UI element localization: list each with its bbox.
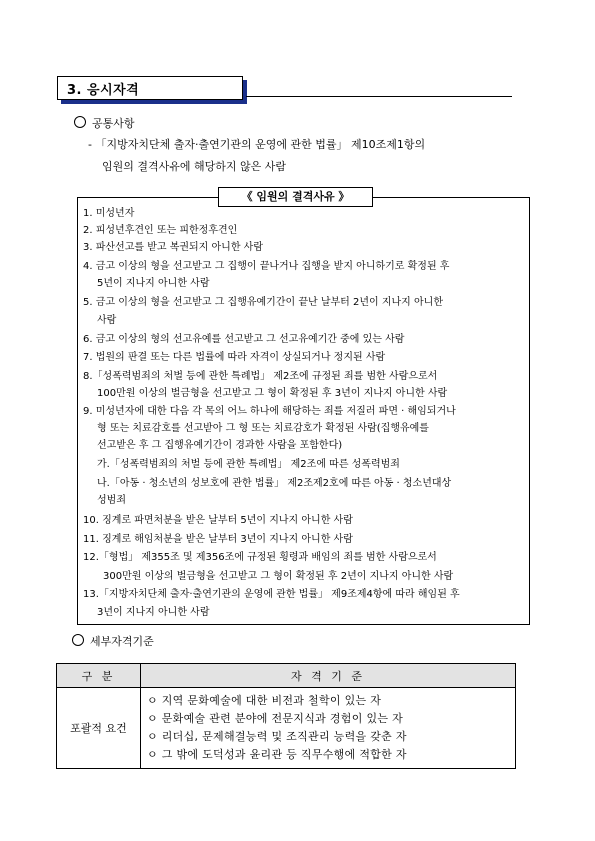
disq-line: 2. 피성년후견인 또는 피한정후견인 (83, 225, 238, 236)
disq-line: 형 또는 치료감호를 선고받아 그 형 또는 치료감호가 확정된 사람(집행유예를 (97, 423, 429, 434)
criteria-item: ㅇ 리더십, 문제해결능력 및 조직관리 능력을 갖춘 자 (147, 730, 407, 743)
disq-line: 나.「아동 · 청소년의 성보호에 관한 법률」 제2조제2호에 따른 아동 · 청소년대상 (97, 478, 452, 489)
disq-line: 5. 금고 이상의 형을 선고받고 그 집행유예기간이 끝난 날부터 2년이 지나지 아니한 (83, 297, 443, 308)
detail-heading-text: 세부자격기준 (90, 635, 154, 648)
disq-line: 100만원 이상의 벌금형을 선고받고 그 형이 확정된 후 3년이 지나지 아니한 사람 (97, 388, 448, 399)
col-category-header: 구 분 (57, 664, 141, 688)
disq-line: 8.「성폭력범죄의 처벌 등에 관한 특례법」 제2조에 규정된 죄를 범한 사람으로서 (83, 371, 438, 382)
disq-line: 1. 미성년자 (83, 208, 135, 219)
row-category: 포괄적 요건 (57, 688, 141, 769)
criteria-list (141, 688, 516, 769)
section-rule (246, 96, 512, 97)
disq-line: 가.「성폭력범죄의 처벌 등에 관한 특례법」 제2조에 따른 성폭력범죄 (97, 459, 400, 470)
criteria-table (56, 663, 516, 769)
criteria-item: ㅇ 지역 문화예술에 대한 비전과 철학이 있는 자 (147, 694, 382, 707)
disq-line: 300만원 이상의 벌금형을 선고받고 그 형이 확정된 후 2년이 지나지 아니한 사람 (103, 571, 454, 582)
circle-bullet-icon (72, 634, 84, 646)
disq-line: 9. 미성년자에 대한 다음 각 목의 어느 하나에 해당하는 죄를 저질러 파면 · 해임되거나 (83, 406, 456, 417)
disq-line: 11. 징계로 해임처분을 받은 날부터 3년이 지나지 아니한 사람 (83, 534, 353, 545)
disq-line: 5년이 지나지 아니한 사람 (97, 278, 210, 289)
criteria-item: ㅇ 문화예술 관련 분야에 전문지식과 경험이 있는 자 (147, 712, 404, 725)
common-line-1: - 「지방자치단체 출자·출연기관의 운영에 관한 법률」 제10조제1항의 (88, 138, 426, 151)
disq-line: 3. 파산선고를 받고 복권되지 아니한 사람 (83, 242, 263, 253)
common-heading (74, 116, 135, 131)
disq-line: 7. 법원의 판결 또는 다른 법률에 따라 자격이 상실되거나 정지된 사람 (83, 352, 386, 363)
disq-line: 4. 금고 이상의 형을 선고받고 그 집행이 끝나거나 집행을 받지 아니하기로 확정된 후 (83, 261, 450, 272)
detail-heading (72, 634, 154, 649)
disq-line: 12.「형법」 제355조 및 제356조에 규정된 횡령과 배임의 죄를 범한 사람으로서 (83, 552, 437, 563)
criteria-header-row (57, 664, 516, 688)
disq-line: 13.「지방자치단체 출자·출연기관의 운영에 관한 법률」 제9조제4항에 따라 해임된 후 (83, 589, 460, 600)
disqualification-title: 《 임원의 결격사유 》 (218, 187, 373, 207)
common-heading-text: 공통사항 (92, 117, 135, 130)
disq-line: 10. 징계로 파면처분을 받은 날부터 5년이 지나지 아니한 사람 (83, 515, 353, 526)
disq-line: 성범죄 (97, 495, 126, 506)
disq-line: 3년이 지나지 아니한 사람 (97, 607, 210, 618)
common-line-2: 임원의 결격사유에 해당하지 않은 사람 (102, 160, 287, 173)
section-header (57, 76, 243, 100)
criteria-row (57, 688, 516, 769)
disq-line: 선고받은 후 그 집행유예기간이 경과한 사람을 포함한다) (97, 440, 343, 451)
criteria-item: ㅇ 그 밖에 도덕성과 윤리관 등 직무수행에 적합한 자 (147, 748, 407, 761)
section-title: 3. 응시자격 (67, 83, 140, 98)
disq-line: 6. 금고 이상의 형의 선고유예를 선고받고 그 선고유예기간 중에 있는 사람 (83, 334, 405, 345)
circle-bullet-icon (74, 116, 86, 128)
disq-line: 사람 (97, 315, 117, 326)
col-criteria-header: 자 격 기 준 (141, 664, 516, 688)
